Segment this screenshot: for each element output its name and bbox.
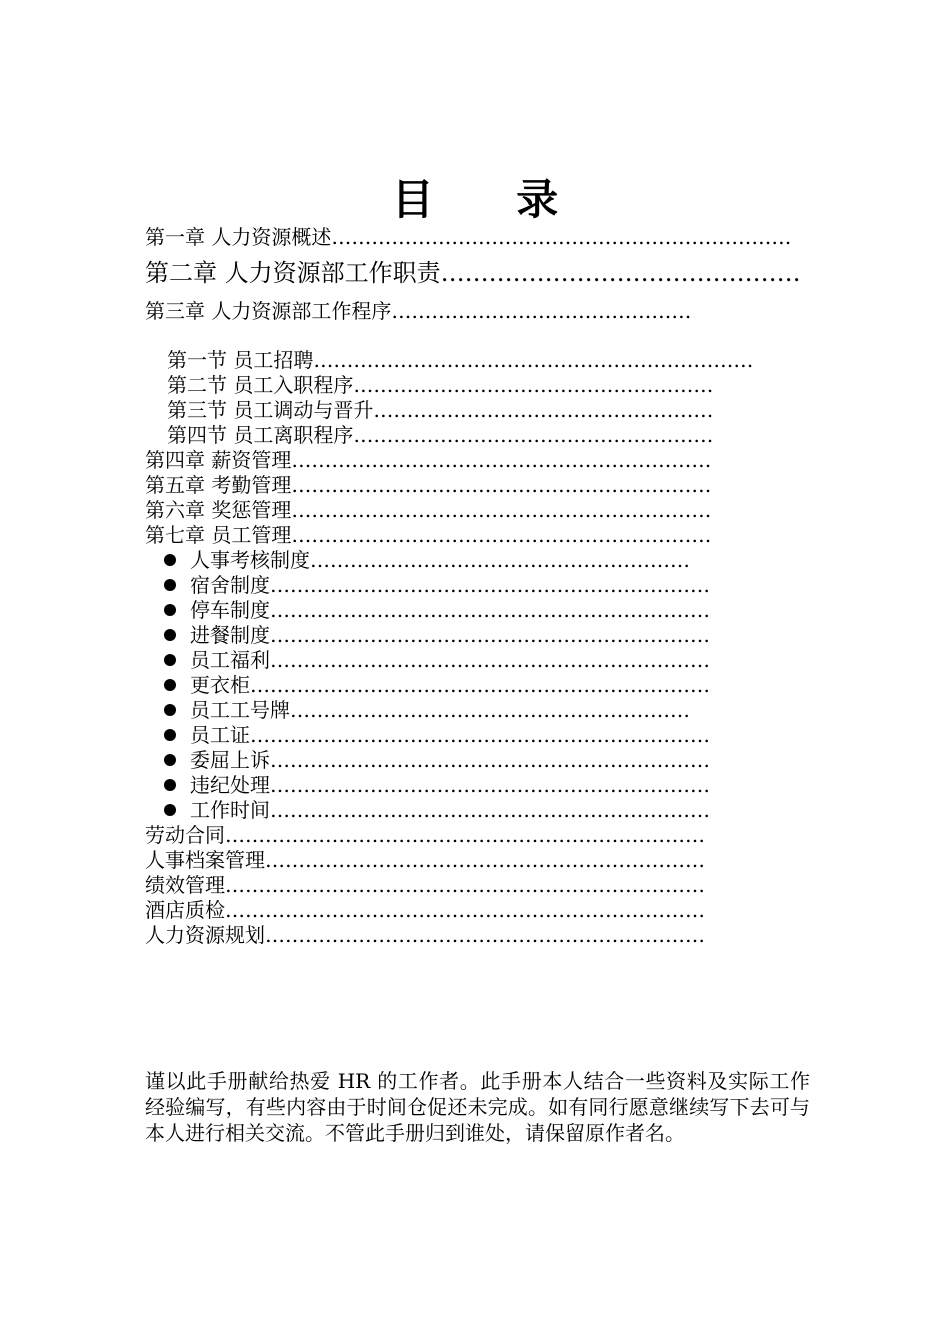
- toc-bullet-item[interactable]: [164, 773, 729, 797]
- toc-leader: ……………………………………………………………: [331, 225, 792, 249]
- toc-leader: …………………………………………………………: [270, 573, 710, 597]
- toc-leader: …………………………………………………………: [270, 598, 710, 622]
- toc-label: 更衣柜: [190, 673, 250, 697]
- toc-chapter-2[interactable]: [145, 258, 801, 288]
- bullet-icon: [164, 554, 176, 566]
- toc-chapter-4[interactable]: [145, 448, 732, 472]
- toc-label: 第一章 人力资源概述: [145, 225, 332, 249]
- toc-label: 劳动合同: [145, 823, 225, 847]
- toc-label: 第二节 员工入职程序: [167, 373, 354, 397]
- toc-chapter-3[interactable]: [145, 299, 710, 323]
- toc-label: 第三章 人力资源部工作程序: [145, 299, 392, 323]
- toc-chapter-5[interactable]: [145, 473, 732, 497]
- bullet-icon: [164, 579, 176, 591]
- toc-leader: …………………………………………………: [310, 548, 690, 572]
- bullet-icon: [164, 629, 176, 641]
- toc-leader: ………………………………………………………: [291, 523, 712, 547]
- toc-leader: …………………………………………………………: [270, 648, 710, 672]
- toc-entry[interactable]: [145, 823, 725, 847]
- toc-leader: ………………………………………………………: [291, 448, 712, 472]
- toc-label: 宿舍制度: [190, 573, 270, 597]
- toc-leader: …………………………………………………………: [265, 923, 705, 947]
- toc-entry[interactable]: [145, 898, 725, 922]
- toc-leader: ………………………………………: [440, 259, 801, 287]
- toc-label: 人力资源规划: [145, 923, 265, 947]
- toc-section-4[interactable]: [167, 423, 732, 447]
- toc-bullet-item[interactable]: [164, 798, 729, 822]
- toc-label: 第四章 薪资管理: [145, 448, 292, 472]
- toc-chapter-1[interactable]: [145, 225, 805, 249]
- bullet-icon: [164, 704, 176, 716]
- toc-bullet-item[interactable]: [164, 723, 729, 747]
- toc-bullet-item[interactable]: [164, 598, 729, 622]
- toc-leader: …………………………………………………………: [270, 773, 710, 797]
- toc-leader: ……………………………………………………: [290, 698, 690, 722]
- toc-leader: …………………………………………………………: [313, 348, 754, 372]
- toc-leader: ………………………………………………………………: [225, 823, 705, 847]
- toc-label: 进餐制度: [190, 623, 270, 647]
- toc-label: 人事档案管理: [145, 848, 265, 872]
- toc-section-3[interactable]: [167, 398, 732, 422]
- toc-chapter-6[interactable]: [145, 498, 732, 522]
- toc-bullet-item[interactable]: [164, 623, 729, 647]
- toc-label: 第一节 员工招聘: [167, 348, 314, 372]
- toc-label: 工作时间: [190, 798, 270, 822]
- toc-leader: ………………………………………………………: [291, 498, 712, 522]
- toc-label: 第六章 奖惩管理: [145, 498, 292, 522]
- toc-label: 第七章 员工管理: [145, 523, 292, 547]
- dedication-paragraph: 谨以此手册献给热爱 HR 的工作者。此手册本人结合一些资料及实际工作经验编写，有些内容由于时间仓促还未完成。如有同行愿意继续写下去可与本人进行相关交流。不管此手册归到谁处，请保留原作者名。: [145, 1069, 810, 1145]
- bullet-icon: [164, 729, 176, 741]
- toc-leader: ………………………………………………………: [291, 473, 712, 497]
- toc-bullet-item[interactable]: [164, 698, 729, 722]
- toc-leader: ………………………………………: [391, 299, 692, 323]
- toc-section-1[interactable]: [167, 348, 757, 372]
- toc-label: 违纪处理: [190, 773, 270, 797]
- toc-bullet-item[interactable]: [164, 748, 729, 772]
- toc-label: 绩效管理: [145, 873, 225, 897]
- bullet-icon: [164, 754, 176, 766]
- toc-label: 委屈上诉: [190, 748, 270, 772]
- bullet-icon: [164, 654, 176, 666]
- toc-leader: ……………………………………………………………: [250, 723, 710, 747]
- toc-leader: ………………………………………………: [353, 373, 714, 397]
- toc-label: 停车制度: [190, 598, 270, 622]
- toc-label: 员工证: [190, 723, 250, 747]
- toc-leader: …………………………………………………………: [265, 848, 705, 872]
- toc-label: 第二章 人力资源部工作职责: [145, 259, 441, 287]
- bullet-icon: [164, 804, 176, 816]
- toc-leader: …………………………………………………………: [270, 623, 710, 647]
- toc-label: 酒店质检: [145, 898, 225, 922]
- toc-leader: ……………………………………………: [373, 398, 714, 422]
- toc-chapter-7[interactable]: [145, 523, 732, 547]
- toc-bullet-item[interactable]: [164, 573, 729, 597]
- toc-entry[interactable]: [145, 848, 725, 872]
- toc-bullet-item[interactable]: [164, 648, 729, 672]
- toc-leader: ……………………………………………………………: [250, 673, 710, 697]
- bullet-icon: [164, 604, 176, 616]
- toc-label: 人事考核制度: [190, 548, 310, 572]
- toc-entry[interactable]: [145, 923, 725, 947]
- toc-leader: ………………………………………………………………: [225, 873, 705, 897]
- toc-leader: …………………………………………………………: [270, 798, 710, 822]
- bullet-icon: [164, 679, 176, 691]
- toc-label: 员工福利: [190, 648, 270, 672]
- toc-title: 目 录: [391, 175, 593, 224]
- toc-leader: …………………………………………………………: [270, 748, 710, 772]
- toc-leader: ………………………………………………: [353, 423, 714, 447]
- toc-label: 第四节 员工离职程序: [167, 423, 354, 447]
- toc-bullet-item[interactable]: [164, 548, 729, 572]
- toc-label: 第五章 考勤管理: [145, 473, 292, 497]
- bullet-icon: [164, 779, 176, 791]
- toc-entry[interactable]: [145, 873, 725, 897]
- toc-label: 员工工号牌: [190, 698, 290, 722]
- toc-leader: ………………………………………………………………: [225, 898, 705, 922]
- toc-label: 第三节 员工调动与晋升: [167, 398, 374, 422]
- toc-section-2[interactable]: [167, 373, 732, 397]
- toc-bullet-item[interactable]: [164, 673, 729, 697]
